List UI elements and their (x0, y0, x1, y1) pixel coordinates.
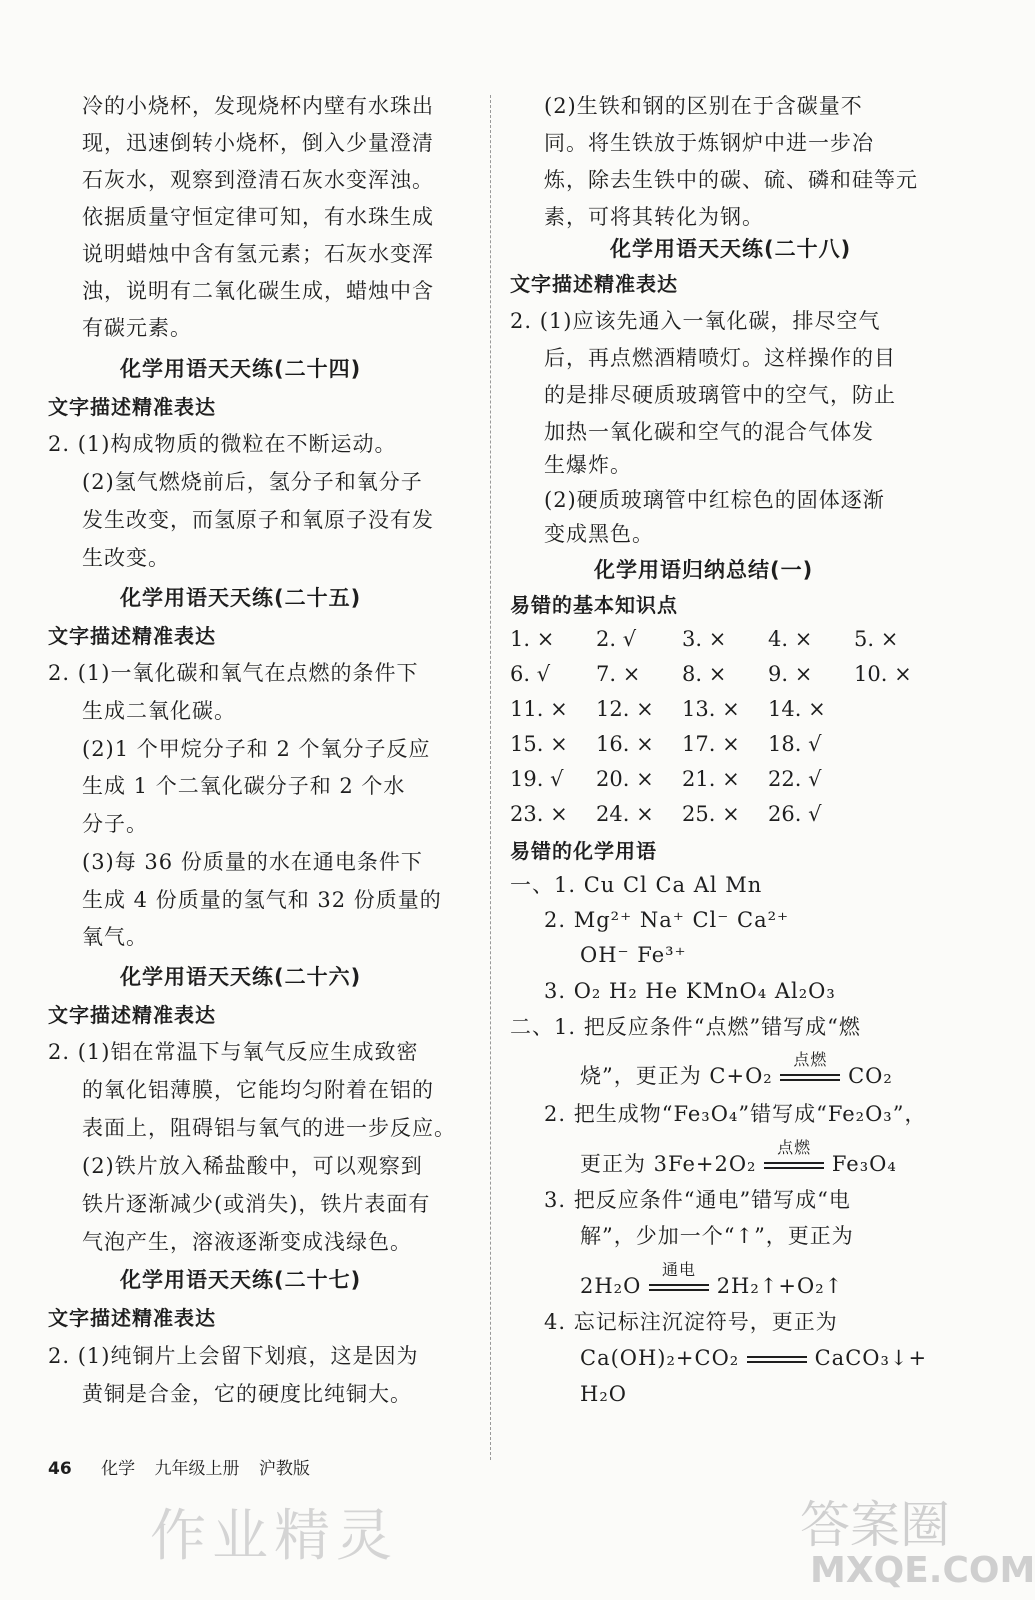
equation-right: Fe₃O₄ (831, 1152, 897, 1176)
judge-item: 8. × (682, 662, 727, 686)
text-line: 炼，除去生铁中的碳、硫、磷和硅等元 (544, 168, 918, 192)
judge-item: 9. × (768, 662, 813, 686)
judge-row (510, 660, 940, 688)
judge-item: 15. × (510, 732, 568, 756)
judge-item: 5. × (854, 627, 899, 651)
equation-left: 2H₂O (580, 1274, 642, 1298)
judge-item: 6. √ (510, 662, 551, 686)
reaction-arrow (764, 1138, 824, 1178)
footer-subject: 化学 (101, 1459, 136, 1479)
text-line: 分子。 (82, 812, 148, 836)
text-line: 依据质量守恒定律可知，有水珠生成 (82, 205, 434, 229)
equation-left: 更正为 3Fe+2O₂ (580, 1152, 757, 1176)
text-line: 气泡产生，溶液逐渐变成浅绿色。 (82, 1230, 412, 1254)
text-line: 加热一氧化碳和空气的混合气体发 (544, 420, 874, 444)
text-line: 冷的小烧杯，发现烧杯内壁有水珠出 (82, 94, 434, 118)
text-line: 后，再点燃酒精喷灯。这样操作的目 (544, 346, 896, 370)
reaction-condition: 点燃 (777, 1138, 812, 1157)
judge-item: 17. × (682, 732, 740, 756)
reaction-condition: 点燃 (793, 1050, 828, 1069)
subsection-title: 文字描述精准表达 (48, 395, 216, 419)
column-divider (490, 95, 491, 1460)
equation-line (580, 1260, 844, 1300)
text-line: 4. 忘记标注沉淀符号，更正为 (544, 1310, 838, 1334)
text-line: 2. (1)应该先通入一氧化碳，排尽空气 (510, 309, 881, 333)
equation-line (580, 1050, 893, 1090)
text-line: 表面上，阻碍铝与氧气的进一步反应。 (82, 1116, 456, 1140)
text-line: 变成黑色。 (544, 522, 654, 546)
judge-item: 25. × (682, 802, 740, 826)
section-heading: 化学用语归纳总结(一) (594, 558, 814, 582)
reaction-arrow (780, 1050, 840, 1090)
subsection-title: 易错的化学用语 (510, 839, 657, 863)
judge-item: 14. × (768, 697, 826, 721)
page-number: 46 (48, 1459, 72, 1479)
judge-item: 7. × (596, 662, 641, 686)
page-footer (48, 1454, 324, 1479)
text-line: 生爆炸。 (544, 453, 632, 477)
text-line: 3. 把反应条件“通电”错写成“电 (544, 1188, 851, 1212)
section-heading: 化学用语天天练(二十四) (120, 357, 362, 381)
text-line: 石灰水，观察到澄清石灰水变浑浊。 (82, 168, 434, 192)
judge-row (510, 800, 854, 828)
symbol-line: 2. Mg²⁺ Na⁺ Cl⁻ Ca²⁺ (544, 908, 790, 932)
text-line: 浊，说明有二氧化碳生成，蜡烛中含 (82, 279, 434, 303)
text-line: 生成 4 份质量的氢气和 32 份质量的 (82, 888, 442, 912)
judge-item: 26. √ (768, 802, 822, 826)
text-line: (2)生铁和钢的区别在于含碳量不 (544, 94, 863, 118)
section-heading: 化学用语天天练(二十五) (120, 586, 362, 610)
judge-item: 1. × (510, 627, 555, 651)
equation-left: 烧”，更正为 C+O₂ (580, 1064, 773, 1088)
footer-grade: 九年级上册 (154, 1459, 240, 1479)
watermark-url: MXQE.COM (810, 1550, 1035, 1591)
judge-item: 19. √ (510, 767, 564, 791)
judge-item: 21. × (682, 767, 740, 791)
judge-item: 13. × (682, 697, 740, 721)
footer-edition: 沪教版 (258, 1459, 310, 1479)
text-line: 铁片逐渐减少(或消失)，铁片表面有 (82, 1192, 431, 1216)
judge-row (510, 765, 854, 793)
judge-item: 11. × (510, 697, 568, 721)
symbol-line: 一、1. Cu Cl Ca Al Mn (510, 873, 763, 897)
judge-item: 10. × (854, 662, 912, 686)
section-heading: 化学用语天天练(二十六) (120, 965, 362, 989)
text-line: 解”，少加一个“↑”，更正为 (580, 1224, 854, 1248)
text-line: H₂O (580, 1382, 627, 1406)
judge-item: 16. × (596, 732, 654, 756)
equation-right: CO₂ (848, 1064, 893, 1088)
text-line: 2. (1)纯铜片上会留下划痕，这是因为 (48, 1344, 419, 1368)
subsection-title: 文字描述精准表达 (48, 1306, 216, 1330)
judge-item: 4. × (768, 627, 813, 651)
equation-right: CaCO₃↓+ (814, 1346, 928, 1370)
judge-item: 20. × (596, 767, 654, 791)
symbol-line: OH⁻ Fe³⁺ (580, 943, 687, 967)
judge-item: 3. × (682, 627, 727, 651)
judge-item: 12. × (596, 697, 654, 721)
text-line: 2. (1)构成物质的微粒在不断运动。 (48, 432, 397, 456)
equation-left: Ca(OH)₂+CO₂ (580, 1346, 740, 1370)
text-line: 二、1. 把反应条件“点燃”错写成“燃 (510, 1015, 861, 1039)
equation-line (580, 1344, 927, 1372)
text-line: 2. 把生成物“Fe₃O₄”错写成“Fe₂O₃”， (544, 1102, 927, 1126)
reaction-arrow (649, 1260, 709, 1300)
text-line: (2)硬质玻璃管中红棕色的固体逐渐 (544, 488, 885, 512)
judge-item: 2. √ (596, 627, 637, 651)
text-line: 生改变。 (82, 546, 170, 570)
text-line: 有碳元素。 (82, 316, 192, 340)
subsection-title: 文字描述精准表达 (48, 624, 216, 648)
equation-line (580, 1138, 897, 1178)
judge-row (510, 625, 940, 653)
text-line: 氧气。 (82, 925, 148, 949)
text-line: (2)1 个甲烷分子和 2 个氧分子反应 (82, 737, 431, 761)
judge-item: 23. × (510, 802, 568, 826)
text-line: 说明蜡烛中含有氢元素；石灰水变浑 (82, 242, 434, 266)
text-line: (2)铁片放入稀盐酸中，可以观察到 (82, 1154, 423, 1178)
watermark-logo: 答案圈 (800, 1496, 950, 1554)
judge-item: 18. √ (768, 732, 822, 756)
text-line: 生成 1 个二氧化碳分子和 2 个水 (82, 774, 406, 798)
reaction-arrow (747, 1344, 807, 1372)
text-line: 2. (1)铝在常温下与氧气反应生成致密 (48, 1040, 419, 1064)
symbol-line: 3. O₂ H₂ He KMnO₄ Al₂O₃ (544, 979, 836, 1003)
text-line: 同。将生铁放于炼钢炉中进一步冶 (544, 131, 874, 155)
text-line: 的是排尽硬质玻璃管中的空气，防止 (544, 383, 896, 407)
text-line: 现，迅速倒转小烧杯，倒入少量澄清 (82, 131, 434, 155)
text-line: (2)氢气燃烧前后，氢分子和氧分子 (82, 470, 423, 494)
text-line: 2. (1)一氧化碳和氧气在点燃的条件下 (48, 661, 419, 685)
judge-row (510, 695, 854, 723)
text-line: 素，可将其转化为钢。 (544, 205, 764, 229)
reaction-condition: 通电 (661, 1260, 696, 1279)
text-line: 黄铜是合金，它的硬度比纯铜大。 (82, 1382, 412, 1406)
section-heading: 化学用语天天练(二十七) (120, 1268, 362, 1292)
equation-right: 2H₂↑+O₂↑ (716, 1274, 844, 1298)
text-line: 发生改变，而氢原子和氧原子没有发 (82, 508, 434, 532)
judge-item: 24. × (596, 802, 654, 826)
judge-row (510, 730, 854, 758)
subsection-title: 文字描述精准表达 (48, 1003, 216, 1027)
text-line: (3)每 36 份质量的水在通电条件下 (82, 850, 423, 874)
subsection-title: 易错的基本知识点 (510, 593, 678, 617)
judge-item: 22. √ (768, 767, 822, 791)
text-line: 的氧化铝薄膜，它能均匀附着在铝的 (82, 1078, 434, 1102)
watermark-left: 作业精灵 (150, 1504, 398, 1569)
section-heading: 化学用语天天练(二十八) (610, 237, 852, 261)
subsection-title: 文字描述精准表达 (510, 272, 678, 296)
text-line: 生成二氧化碳。 (82, 699, 236, 723)
